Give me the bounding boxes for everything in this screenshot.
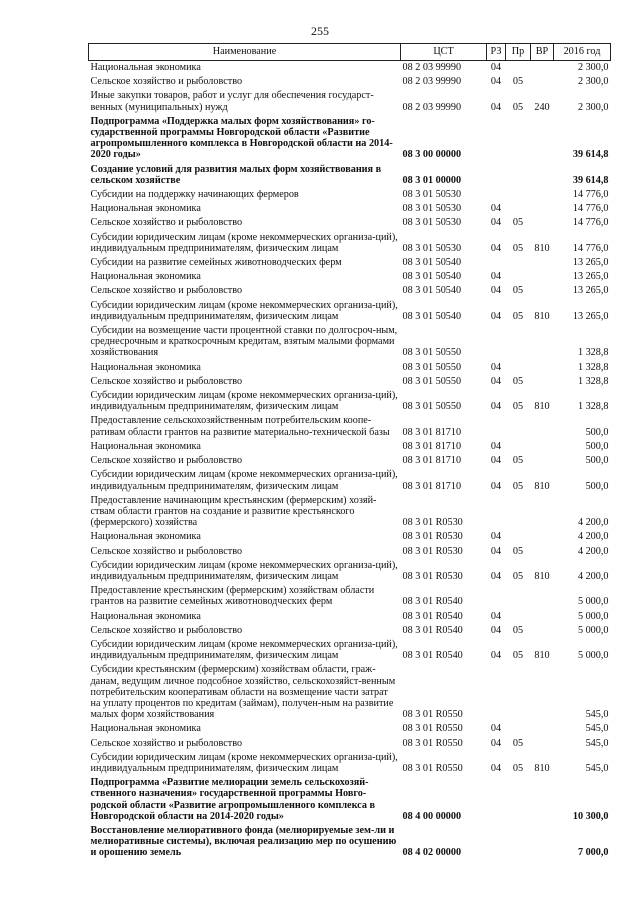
header-name: Наименование xyxy=(89,44,401,61)
row-code: 08 3 01 50540 xyxy=(402,271,462,283)
row-code: 08 3 01 81710 xyxy=(402,480,462,492)
table-row xyxy=(89,624,611,638)
row-rz xyxy=(487,256,506,270)
header-pr: Пр xyxy=(506,44,531,61)
row-name: Сельское хозяйство и рыболовство xyxy=(90,217,243,229)
row-pr: 05 xyxy=(512,455,524,467)
row-code: 08 3 01 R0530 xyxy=(402,531,463,543)
row-vr xyxy=(531,545,554,559)
row-vr xyxy=(531,737,554,751)
row-vr xyxy=(531,414,554,439)
row-code: 08 3 01 50550 xyxy=(402,347,462,359)
row-code: 08 3 01 81710 xyxy=(402,426,462,438)
row-code: 08 4 02 00000 xyxy=(402,847,462,859)
row-vr xyxy=(531,530,554,544)
row-rz xyxy=(487,414,506,439)
row-amount: 4 200,0 xyxy=(577,570,609,582)
row-name: Национальная экономика xyxy=(90,531,201,543)
row-vr xyxy=(531,610,554,624)
row-rz xyxy=(487,115,506,163)
table-row xyxy=(89,584,611,609)
row-amount: 13 265,0 xyxy=(572,271,609,283)
table-row xyxy=(89,324,611,361)
row-code: 08 3 01 50540 xyxy=(402,257,462,269)
row-amount: 2 300,0 xyxy=(577,62,609,73)
row-rz xyxy=(487,163,506,188)
row-code: 08 3 00 00000 xyxy=(402,149,462,161)
table-row xyxy=(89,284,611,298)
row-code: 08 3 01 00000 xyxy=(402,174,462,186)
row-vr xyxy=(531,284,554,298)
row-pr: 05 xyxy=(512,285,524,297)
row-pr xyxy=(506,115,531,163)
table-row xyxy=(89,256,611,270)
row-rz: 04 xyxy=(490,570,502,582)
row-rz: 04 xyxy=(490,650,502,662)
row-name: Субсидии крестьянским (фермерским) хозяйствам области, граж-данам, ведущим личное подсобное хозяйство, сельскохозяйст-венным потребительским кооперативам области на возмещение части затрат на уплату процентов по кредитам (займам), получен-ным на развитие малых форм хозяйствования xyxy=(90,664,396,721)
row-amount: 500,0 xyxy=(585,440,609,452)
row-code: 08 3 01 R0530 xyxy=(402,517,463,529)
row-rz xyxy=(487,824,506,861)
row-amount: 7 000,0 xyxy=(577,847,609,859)
table-row xyxy=(89,414,611,439)
row-amount: 500,0 xyxy=(585,480,609,492)
row-rz: 04 xyxy=(490,242,502,254)
row-vr xyxy=(531,202,554,216)
row-amount: 5 000,0 xyxy=(577,650,609,662)
row-name: Иные закупки товаров, работ и услуг для обеспечения государст-венных (муниципальных) нужд xyxy=(90,90,374,113)
row-rz: 04 xyxy=(490,361,502,373)
row-vr xyxy=(531,115,554,163)
row-vr: 810 xyxy=(534,310,550,322)
row-name: Национальная экономика xyxy=(90,361,201,373)
row-amount: 5 000,0 xyxy=(577,624,609,636)
row-code: 08 3 01 R0530 xyxy=(402,545,463,557)
row-vr xyxy=(531,663,554,722)
row-rz xyxy=(487,663,506,722)
row-pr xyxy=(506,414,531,439)
row-amount: 13 265,0 xyxy=(572,310,609,322)
row-code: 08 3 01 50530 xyxy=(402,189,462,201)
row-rz: 04 xyxy=(490,203,502,215)
table-row xyxy=(89,776,611,824)
row-pr xyxy=(506,188,531,202)
row-vr xyxy=(531,361,554,375)
row-name: Предоставление крестьянским (фермерским) хозяйствам области грантов на развитие семейных животноводческих ферм xyxy=(90,585,375,608)
row-code: 08 3 01 50530 xyxy=(402,217,462,229)
row-amount: 2 300,0 xyxy=(577,101,609,113)
table-row xyxy=(89,231,611,256)
row-amount: 545,0 xyxy=(585,723,609,735)
row-vr xyxy=(531,163,554,188)
row-code: 08 3 01 50530 xyxy=(402,242,462,254)
row-name: Субсидии юридическим лицам (кроме некоммерческих организа-ций), индивидуальным предпринимателям, физическим лицам xyxy=(90,638,398,662)
table-row xyxy=(89,468,611,493)
row-rz: 04 xyxy=(490,455,502,467)
row-rz: 04 xyxy=(490,310,502,322)
row-pr: 05 xyxy=(512,242,524,254)
table-row xyxy=(89,188,611,202)
row-pr: 05 xyxy=(512,570,524,582)
row-rz: 04 xyxy=(490,480,502,492)
row-pr xyxy=(506,61,531,76)
row-code: 08 3 01 R0540 xyxy=(402,610,463,622)
row-pr xyxy=(506,584,531,609)
row-rz xyxy=(487,188,506,202)
row-vr xyxy=(531,324,554,361)
row-rz: 04 xyxy=(490,401,502,413)
row-rz: 04 xyxy=(490,101,502,113)
row-pr: 05 xyxy=(512,545,524,557)
row-code: 08 3 01 R0540 xyxy=(402,650,463,662)
row-name: Предоставление сельскохозяйственным потребительским коопе-ративам области грантов на развитие материально-технической базы xyxy=(90,415,390,438)
table-row xyxy=(89,375,611,389)
row-code: 08 3 01 50550 xyxy=(402,375,462,387)
row-vr xyxy=(531,624,554,638)
row-name: Национальная экономика xyxy=(90,610,201,622)
table-row xyxy=(89,559,611,584)
row-code: 08 3 01 50550 xyxy=(402,361,462,373)
row-amount: 4 200,0 xyxy=(577,531,609,543)
row-pr xyxy=(506,824,531,861)
row-amount: 1 328,8 xyxy=(577,375,609,387)
row-vr xyxy=(531,440,554,454)
row-vr xyxy=(531,61,554,76)
row-amount: 14 776,0 xyxy=(572,242,609,254)
row-rz: 04 xyxy=(490,610,502,622)
row-amount: 545,0 xyxy=(585,709,609,721)
row-pr xyxy=(506,494,531,531)
row-name: Национальная экономика xyxy=(90,203,201,215)
row-code: 08 3 01 50530 xyxy=(402,203,462,215)
row-name: Сельское хозяйство и рыболовство xyxy=(90,624,243,636)
row-name: Национальная экономика xyxy=(90,723,201,735)
budget-table xyxy=(88,43,611,861)
row-code: 08 3 01 R0530 xyxy=(402,570,463,582)
row-amount: 5 000,0 xyxy=(577,596,609,608)
row-rz xyxy=(487,584,506,609)
row-code: 08 3 01 81710 xyxy=(402,455,462,467)
table-body xyxy=(89,61,611,861)
row-amount: 39 614,8 xyxy=(572,149,609,161)
row-code: 08 3 01 R0550 xyxy=(402,709,463,721)
row-rz: 04 xyxy=(490,76,502,88)
table-row xyxy=(89,75,611,89)
row-vr: 240 xyxy=(534,101,550,113)
row-amount: 4 200,0 xyxy=(577,545,609,557)
row-pr: 05 xyxy=(512,76,524,88)
table-row xyxy=(89,663,611,722)
row-name: Подпрограмма «Развитие мелиорации земель сельскохозяй-ственного назначения» государственной программы Новго-родской области «Развитие агропромышленного комплекса в Новгородской области на 2014-2020 годы» xyxy=(90,777,375,822)
header-rz: РЗ xyxy=(487,44,506,61)
row-name: Восстановление мелиоративного фонда (мелиорируемые зем-ли и мелиоративные системы), включая реализацию мер по осушению и орошению земель xyxy=(90,824,397,859)
row-rz: 04 xyxy=(490,440,502,452)
row-pr xyxy=(506,324,531,361)
row-rz xyxy=(487,494,506,531)
row-pr xyxy=(506,440,531,454)
row-code: 08 3 01 R0550 xyxy=(402,723,463,735)
row-pr: 05 xyxy=(512,650,524,662)
table-row xyxy=(89,163,611,188)
row-vr xyxy=(531,494,554,531)
row-amount: 14 776,0 xyxy=(572,217,609,229)
row-vr: 810 xyxy=(534,242,550,254)
table-row xyxy=(89,216,611,230)
table-row xyxy=(89,494,611,531)
row-rz: 04 xyxy=(490,762,502,774)
row-name: Сельское хозяйство и рыболовство xyxy=(90,285,243,297)
row-name: Субсидии на поддержку начинающих фермеров xyxy=(90,189,299,201)
row-name: Сельское хозяйство и рыболовство xyxy=(90,375,243,387)
table-row xyxy=(89,202,611,216)
row-name: Создание условий для развития малых форм хозяйствования в сельском хозяйстве xyxy=(90,163,382,186)
row-amount: 545,0 xyxy=(585,737,609,749)
row-name: Сельское хозяйство и рыболовство xyxy=(90,545,243,557)
table-row xyxy=(89,545,611,559)
row-name: Предоставление начинающим крестьянским (фермерским) хозяй-ствам области грантов на создание и развитие крестьянского (фермерского) хозяйства xyxy=(90,494,377,529)
row-rz xyxy=(487,324,506,361)
row-amount: 13 265,0 xyxy=(572,257,609,269)
row-name: Субсидии юридическим лицам (кроме некоммерческих организа-ций), индивидуальным предпринимателям, физическим лицам xyxy=(90,469,398,492)
row-vr xyxy=(531,824,554,861)
header-code: ЦСТ xyxy=(401,44,487,61)
row-pr: 05 xyxy=(512,310,524,322)
row-vr xyxy=(531,270,554,284)
row-vr xyxy=(531,776,554,824)
row-amount: 39 614,8 xyxy=(572,174,609,186)
row-vr: 810 xyxy=(534,401,550,413)
table-row xyxy=(89,361,611,375)
row-vr xyxy=(531,256,554,270)
row-pr: 05 xyxy=(512,217,524,229)
table-row xyxy=(89,440,611,454)
row-rz: 04 xyxy=(490,375,502,387)
row-rz: 04 xyxy=(490,723,502,735)
row-code: 08 3 01 R0540 xyxy=(402,624,463,636)
table-row xyxy=(89,638,611,663)
row-name: Субсидии на развитие семейных животноводческих ферм xyxy=(90,257,342,269)
row-amount: 545,0 xyxy=(585,762,609,774)
row-pr: 05 xyxy=(512,480,524,492)
row-amount: 1 328,8 xyxy=(577,347,609,359)
row-amount: 4 200,0 xyxy=(577,517,609,529)
row-code: 08 3 01 50550 xyxy=(402,401,462,413)
row-name: Субсидии юридическим лицам (кроме некоммерческих организа-ций), индивидуальным предпринимателям, физическим лицам xyxy=(90,390,398,413)
row-vr xyxy=(531,375,554,389)
row-rz: 04 xyxy=(490,531,502,543)
row-name: Субсидии на возмещение части процентной ставки по долгосроч-ным, среднесрочным и краткосрочным кредитам, взятым малыми формами хозяйствования xyxy=(90,325,398,359)
table-header xyxy=(89,44,611,61)
row-pr xyxy=(506,530,531,544)
row-code: 08 3 01 R0540 xyxy=(402,596,463,608)
row-amount: 500,0 xyxy=(585,455,609,467)
row-vr: 810 xyxy=(534,762,550,774)
row-name: Субсидии юридическим лицам (кроме некоммерческих организа-ций), индивидуальным предпринимателям, физическим лицам xyxy=(90,231,398,254)
row-vr: 810 xyxy=(534,480,550,492)
row-pr: 05 xyxy=(512,401,524,413)
row-rz: 04 xyxy=(490,217,502,229)
table-row xyxy=(89,89,611,114)
row-code: 08 2 03 99990 xyxy=(402,76,462,88)
row-name: Национальная экономика xyxy=(90,440,201,452)
row-pr xyxy=(506,361,531,375)
table-row xyxy=(89,454,611,468)
header-row xyxy=(89,44,611,61)
row-name: Субсидии юридическим лицам (кроме некоммерческих организа-ций), индивидуальным предпринимателям, физическим лицам xyxy=(90,559,398,582)
row-code: 08 3 01 81710 xyxy=(402,440,462,452)
row-pr xyxy=(506,722,531,736)
row-name: Сельское хозяйство и рыболовство xyxy=(90,455,243,467)
row-pr: 05 xyxy=(512,624,524,636)
row-name: Национальная экономика xyxy=(90,271,201,283)
row-amount: 500,0 xyxy=(585,426,609,438)
row-name: Субсидии юридическим лицам (кроме некоммерческих организа-ций), индивидуальным предпринимателям, физическим лицам xyxy=(90,751,398,774)
row-pr xyxy=(506,163,531,188)
row-vr xyxy=(531,188,554,202)
row-code: 08 3 01 50540 xyxy=(402,310,462,322)
row-code: 08 3 01 50540 xyxy=(402,285,462,297)
table-row xyxy=(89,389,611,414)
row-name: Подпрограмма «Поддержка малых форм хозяйствования» го-сударственной программы Новгородской области «Развитие агропромышленного комплекса в Новгородской области на 2014-2020 годы» xyxy=(90,115,393,161)
row-pr: 05 xyxy=(512,101,524,113)
row-vr xyxy=(531,454,554,468)
row-rz: 04 xyxy=(490,737,502,749)
row-pr xyxy=(506,256,531,270)
table-row xyxy=(89,299,611,324)
row-vr xyxy=(531,722,554,736)
row-amount: 1 328,8 xyxy=(577,401,609,413)
table-row xyxy=(89,737,611,751)
row-name: Сельское хозяйство и рыболовство xyxy=(90,737,243,749)
table-row xyxy=(89,722,611,736)
row-code: 08 2 03 99990 xyxy=(402,62,462,73)
table-row xyxy=(89,824,611,861)
table-row xyxy=(89,115,611,163)
table-row xyxy=(89,61,611,76)
row-code: 08 4 00 00000 xyxy=(402,810,462,822)
row-amount: 13 265,0 xyxy=(572,285,609,297)
row-vr: 810 xyxy=(534,650,550,662)
row-vr xyxy=(531,216,554,230)
row-rz: 04 xyxy=(490,545,502,557)
row-pr: 05 xyxy=(512,375,524,387)
row-code: 08 2 03 99990 xyxy=(402,101,462,113)
row-amount: 10 300,0 xyxy=(572,810,609,822)
row-pr xyxy=(506,202,531,216)
table-row xyxy=(89,270,611,284)
row-amount: 5 000,0 xyxy=(577,610,609,622)
row-rz xyxy=(487,776,506,824)
row-amount: 14 776,0 xyxy=(572,189,609,201)
row-amount: 2 300,0 xyxy=(577,76,609,88)
row-pr xyxy=(506,270,531,284)
row-pr xyxy=(506,663,531,722)
header-vr: ВР xyxy=(531,44,554,61)
page-number: 255 xyxy=(311,24,329,38)
row-rz: 04 xyxy=(490,271,502,283)
row-name: Национальная экономика xyxy=(90,62,201,73)
row-vr xyxy=(531,584,554,609)
row-amount: 14 776,0 xyxy=(572,203,609,215)
row-name: Субсидии юридическим лицам (кроме некоммерческих организа-ций), индивидуальным предпринимателям, физическим лицам xyxy=(90,299,398,322)
table-row xyxy=(89,530,611,544)
row-amount: 1 328,8 xyxy=(577,361,609,373)
row-pr: 05 xyxy=(512,762,524,774)
row-code: 08 3 01 R0550 xyxy=(402,762,463,774)
row-pr xyxy=(506,776,531,824)
row-name: Сельское хозяйство и рыболовство xyxy=(90,76,243,88)
row-rz: 04 xyxy=(490,285,502,297)
row-vr: 810 xyxy=(534,570,550,582)
table-row xyxy=(89,610,611,624)
row-rz: 04 xyxy=(490,62,502,73)
row-rz: 04 xyxy=(490,624,502,636)
table-row xyxy=(89,751,611,776)
row-code: 08 3 01 R0550 xyxy=(402,737,463,749)
row-pr xyxy=(506,610,531,624)
row-vr xyxy=(531,75,554,89)
row-pr: 05 xyxy=(512,737,524,749)
header-amount: 2016 год xyxy=(554,44,611,61)
